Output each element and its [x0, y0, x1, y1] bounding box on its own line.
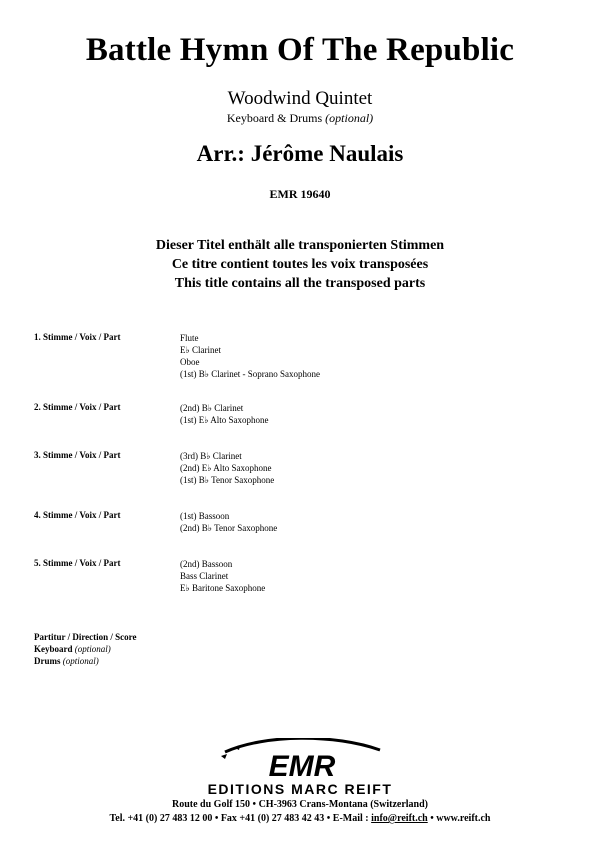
publisher-logo: [205, 738, 395, 798]
instrument: (1st) B♭ Tenor Saxophone: [180, 475, 275, 485]
instrument: Flute: [180, 333, 199, 343]
instrument: Oboe: [180, 357, 200, 367]
page-title: Battle Hymn Of The Republic: [85, 32, 515, 68]
instrument: E♭ Clarinet: [180, 345, 221, 355]
instrument: (3rd) B♭ Clarinet: [180, 451, 242, 461]
instrumentation-optional: (optional): [325, 111, 374, 125]
instrumentation-main: Keyboard & Drums: [226, 111, 323, 125]
part-label: 1. Stimme / Voix / Part: [34, 332, 121, 342]
publisher-name: EDITIONS MARC REIFT: [207, 781, 393, 797]
notice-line-en: This title contains all the transposed parts: [174, 276, 426, 291]
part-instruments: [180, 510, 277, 534]
part-label: 5. Stimme / Voix / Part: [34, 558, 121, 568]
part-instruments: [180, 558, 265, 594]
catalog-number: EMR 19640: [269, 187, 331, 201]
instrument: Bass Clarinet: [180, 571, 229, 581]
part-label: 3. Stimme / Voix / Part: [34, 450, 121, 460]
drums-label: Drums: [34, 656, 61, 666]
instrument: (1st) B♭ Clarinet - Soprano Saxophone: [180, 369, 320, 379]
instrumentation-note: [0, 111, 600, 126]
logo-mark: EMR: [268, 750, 336, 783]
arranger: Arr.: Jérôme Naulais: [196, 141, 404, 166]
instrument: (2nd) E♭ Alto Saxophone: [180, 463, 272, 473]
email-link[interactable]: info@reift.ch: [371, 813, 428, 824]
score-label: Partitur / Direction / Score: [34, 632, 137, 642]
subtitle: Woodwind Quintet: [227, 88, 373, 109]
drums-optional: (optional): [62, 656, 99, 666]
instrument: (2nd) Bassoon: [180, 559, 233, 569]
part-label: 4. Stimme / Voix / Part: [34, 510, 121, 520]
instrument: E♭ Baritone Saxophone: [180, 583, 266, 593]
score-info: [34, 631, 136, 667]
keyboard-label: Keyboard: [34, 644, 73, 654]
part-instruments: [180, 450, 274, 486]
transposition-notice: [0, 236, 600, 293]
publisher-address: Route du Golf 150 • CH-3963 Crans-Montana (Switzerland): [172, 799, 428, 810]
contact-suffix: • www.reift.ch: [427, 813, 491, 824]
part-instruments: [180, 332, 320, 380]
instrument: (1st) Bassoon: [180, 511, 230, 521]
logo-stars: [221, 746, 240, 759]
instrument: (2nd) B♭ Clarinet: [180, 403, 244, 413]
publisher-contact: [0, 813, 600, 824]
notice-line-fr: Ce titre contient toutes les voix transposées: [171, 257, 429, 272]
instrument: (2nd) B♭ Tenor Saxophone: [180, 523, 278, 533]
instrument: (1st) E♭ Alto Saxophone: [180, 415, 269, 425]
part-instruments: [180, 402, 269, 426]
part-label: 2. Stimme / Voix / Part: [34, 402, 121, 412]
notice-line-de: Dieser Titel enthält alle transponierten Stimmen: [155, 238, 445, 253]
contact-prefix: Tel. +41 (0) 27 483 12 00 • Fax +41 (0) 27 483 42 43 • E-Mail :: [109, 813, 372, 824]
keyboard-optional: (optional): [74, 644, 111, 654]
